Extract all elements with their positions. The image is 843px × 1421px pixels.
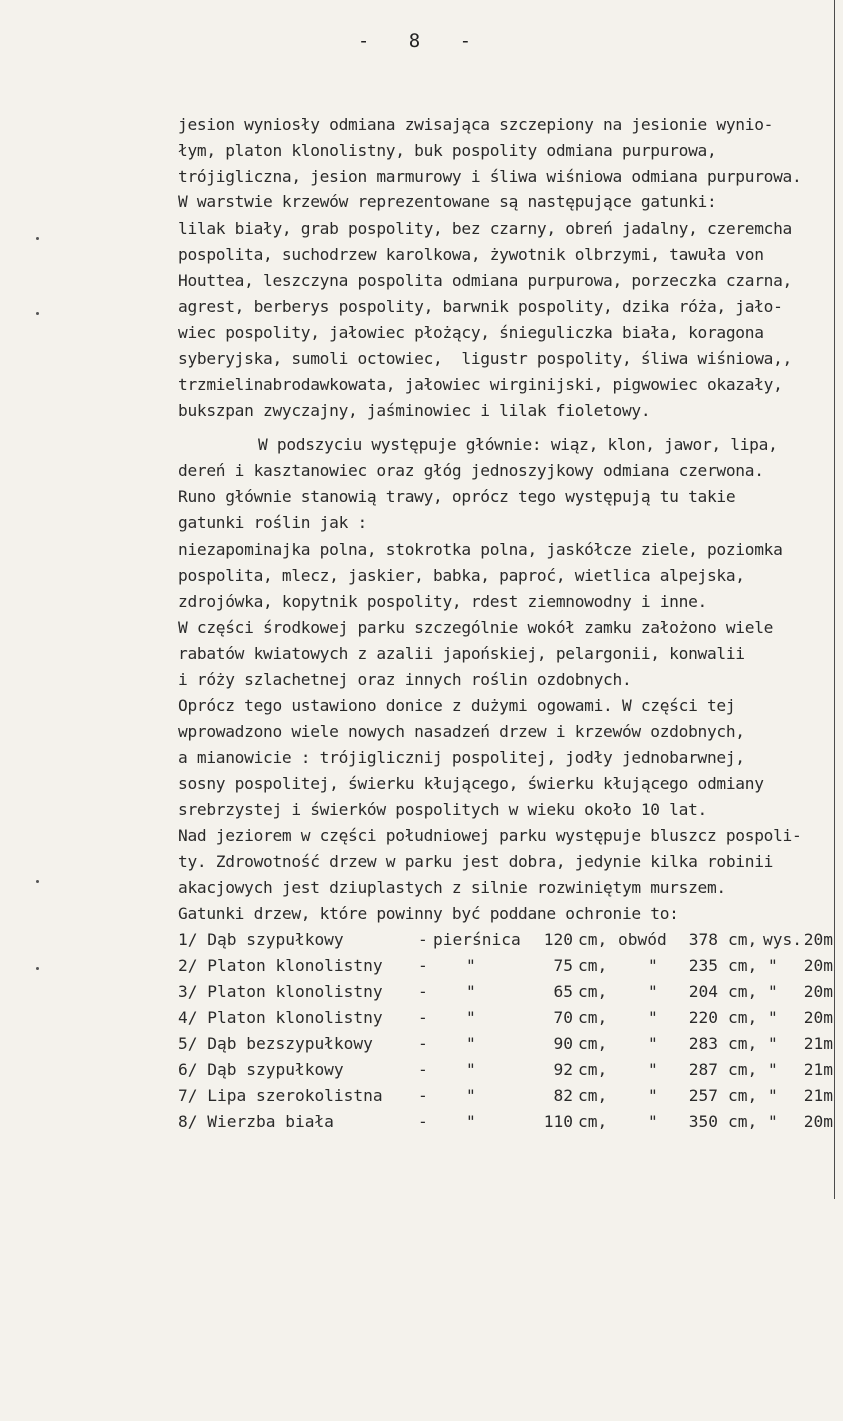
tree-dbh: 70 bbox=[553, 1008, 573, 1027]
tree-name: 2/ Platon klonolistny bbox=[178, 956, 383, 975]
tree-dbh: 120 bbox=[543, 930, 573, 949]
tree-dash: - bbox=[418, 956, 428, 975]
tree-dbh-label: " bbox=[466, 1112, 476, 1131]
tree-name: 7/ Lipa szerokolistna bbox=[178, 1086, 383, 1105]
margin-mark bbox=[36, 237, 39, 240]
text-line: akacjowych jest dziuplastych z silnie rozwiniętym murszem. bbox=[178, 878, 726, 897]
tree-height: 21m bbox=[803, 1086, 833, 1105]
tree-circ: 350 bbox=[688, 1112, 718, 1131]
text-line: niezapominajka polna, stokrotka polna, jaskółcze ziele, poziomka bbox=[178, 540, 783, 559]
tree-height: 21m bbox=[803, 1034, 833, 1053]
tree-dbh: 90 bbox=[553, 1034, 573, 1053]
text-line: syberyjska, sumoli octowiec, ligustr pospolity, śliwa wiśniowa,, bbox=[178, 349, 792, 368]
tree-dash: - bbox=[418, 982, 428, 1001]
tree-dbh: 110 bbox=[543, 1112, 573, 1131]
text-line: wprowadzono wiele nowych nasadzeń drzew i krzewów ozdobnych, bbox=[178, 722, 745, 741]
text-line: wiec pospolity, jałowiec płożący, śnieguliczka biała, koragona bbox=[178, 323, 764, 342]
text-line: W części środkowej parku szczególnie wokół zamku założono wiele bbox=[178, 618, 774, 637]
tree-height-label: " bbox=[768, 1008, 778, 1027]
tree-dbh-label: " bbox=[466, 1034, 476, 1053]
tree-unit: cm, bbox=[578, 1086, 608, 1105]
tree-circ: 283 bbox=[688, 1034, 718, 1053]
tree-name: 1/ Dąb szypułkowy bbox=[178, 930, 344, 949]
text-line: jesion wyniosły odmiana zwisająca szczepiony na jesionie wynio- bbox=[178, 115, 774, 134]
tree-dash: - bbox=[418, 930, 428, 949]
tree-unit: cm, bbox=[578, 982, 608, 1001]
tree-unit: cm, bbox=[578, 1008, 608, 1027]
text-line: pospolita, suchodrzew karolkowa, żywotnik olbrzymi, tawuła von bbox=[178, 245, 764, 264]
tree-circ-label: obwód bbox=[618, 930, 667, 949]
tree-dash: - bbox=[418, 1008, 428, 1027]
tree-height-label: " bbox=[768, 1034, 778, 1053]
page-number: - 8 - bbox=[357, 30, 486, 52]
tree-height-label: " bbox=[768, 1112, 778, 1131]
text-line: bukszpan zwyczajny, jaśminowiec i lilak fioletowy. bbox=[178, 401, 651, 420]
text-line: agrest, berberys pospolity, barwnik pospolity, dzika róża, jało- bbox=[178, 297, 783, 316]
text-line: srebrzystej i świerków pospolitych w wieku około 10 lat. bbox=[178, 800, 707, 819]
tree-unit: cm, bbox=[578, 1034, 608, 1053]
tree-dbh: 82 bbox=[553, 1086, 573, 1105]
tree-name: 6/ Dąb szypułkowy bbox=[178, 1060, 344, 1079]
tree-dbh-label: " bbox=[466, 1086, 476, 1105]
tree-circ: 378 bbox=[688, 930, 718, 949]
tree-height: 20m bbox=[803, 956, 833, 975]
text-line: a mianowicie : trójiglicznij pospolitej, jodły jednobarwnej, bbox=[178, 748, 745, 767]
tree-unit: cm, bbox=[728, 930, 758, 949]
text-line: Houttea, leszczyna pospolita odmiana purpurowa, porzeczka czarna, bbox=[178, 271, 792, 290]
tree-height: 20m bbox=[803, 982, 833, 1001]
tree-dash: - bbox=[418, 1060, 428, 1079]
tree-height-label: wys. bbox=[763, 930, 802, 949]
text-line: łym, platon klonolistny, buk pospolity odmiana purpurowa, bbox=[178, 141, 717, 160]
page-edge bbox=[834, 0, 835, 1199]
text-line: W podszyciu występuje głównie: wiąz, klon, jawor, lipa, bbox=[258, 435, 778, 454]
tree-unit: cm, bbox=[728, 982, 758, 1001]
tree-unit: cm, bbox=[728, 956, 758, 975]
text-line: Runo głównie stanowią trawy, oprócz tego występują tu takie bbox=[178, 487, 736, 506]
tree-dash: - bbox=[418, 1112, 428, 1131]
tree-circ-label: " bbox=[648, 1060, 658, 1079]
tree-circ-label: " bbox=[648, 1086, 658, 1105]
margin-mark bbox=[36, 880, 39, 883]
text-line: W warstwie krzewów reprezentowane są następujące gatunki: bbox=[178, 192, 717, 211]
tree-height: 21m bbox=[803, 1060, 833, 1079]
tree-unit: cm, bbox=[578, 930, 608, 949]
text-line: dereń i kasztanowiec oraz głóg jednoszyjkowy odmiana czerwona. bbox=[178, 461, 764, 480]
text-line: Oprócz tego ustawiono donice z dużymi ogowami. W części tej bbox=[178, 696, 736, 715]
tree-dbh: 92 bbox=[553, 1060, 573, 1079]
tree-dbh-label: " bbox=[466, 956, 476, 975]
tree-name: 8/ Wierzba biała bbox=[178, 1112, 334, 1131]
tree-circ-label: " bbox=[648, 982, 658, 1001]
tree-dbh: 75 bbox=[553, 956, 573, 975]
text-line: Gatunki drzew, które powinny być poddane ochronie to: bbox=[178, 904, 679, 923]
tree-circ: 287 bbox=[688, 1060, 718, 1079]
tree-dash: - bbox=[418, 1086, 428, 1105]
text-line: gatunki roślin jak : bbox=[178, 513, 367, 532]
margin-mark bbox=[36, 312, 39, 315]
tree-unit: cm, bbox=[728, 1086, 758, 1105]
text-line: ty. Zdrowotność drzew w parku jest dobra, jedynie kilka robinii bbox=[178, 852, 774, 871]
tree-height-label: " bbox=[768, 982, 778, 1001]
tree-unit: cm, bbox=[578, 1060, 608, 1079]
tree-circ: 204 bbox=[688, 982, 718, 1001]
text-line: Nad jeziorem w części południowej parku występuje bluszcz pospoli- bbox=[178, 826, 802, 845]
tree-height-label: " bbox=[768, 1086, 778, 1105]
tree-name: 3/ Platon klonolistny bbox=[178, 982, 383, 1001]
tree-row bbox=[178, 1109, 833, 1421]
tree-unit: cm, bbox=[728, 1034, 758, 1053]
tree-circ-label: " bbox=[648, 956, 658, 975]
tree-height: 20m bbox=[803, 1008, 833, 1027]
tree-circ-label: " bbox=[648, 1112, 658, 1131]
tree-circ: 220 bbox=[688, 1008, 718, 1027]
tree-dbh-label: " bbox=[466, 1008, 476, 1027]
text-line: rabatów kwiatowych z azalii japońskiej, pelargonii, konwalii bbox=[178, 644, 745, 663]
text-line: zdrojówka, kopytnik pospolity, rdest ziemnowodny i inne. bbox=[178, 592, 707, 611]
tree-unit: cm, bbox=[578, 1112, 608, 1131]
tree-height-label: " bbox=[768, 956, 778, 975]
tree-height: 20m bbox=[803, 930, 833, 949]
text-line: sosny pospolitej, świerku kłującego, świerku kłującego odmiany bbox=[178, 774, 764, 793]
text-line: i róży szlachetnej oraz innych roślin ozdobnych. bbox=[178, 670, 632, 689]
tree-dbh-label: " bbox=[466, 982, 476, 1001]
tree-height: 20m bbox=[803, 1112, 833, 1131]
tree-name: 5/ Dąb bezszypułkowy bbox=[178, 1034, 373, 1053]
tree-dbh-label: pierśnica bbox=[433, 930, 521, 949]
text-line: trzmielinabrodawkowata, jałowiec wirginijski, pigwowiec okazały, bbox=[178, 375, 783, 394]
text-line: trójigliczna, jesion marmurowy i śliwa wiśniowa odmiana purpurowa. bbox=[178, 167, 802, 186]
margin-mark bbox=[36, 967, 39, 970]
tree-name: 4/ Platon klonolistny bbox=[178, 1008, 383, 1027]
tree-unit: cm, bbox=[728, 1008, 758, 1027]
text-line: pospolita, mlecz, jaskier, babka, paproć, wietlica alpejska, bbox=[178, 566, 745, 585]
tree-unit: cm, bbox=[728, 1060, 758, 1079]
tree-circ: 257 bbox=[688, 1086, 718, 1105]
tree-dbh: 65 bbox=[553, 982, 573, 1001]
tree-unit: cm, bbox=[578, 956, 608, 975]
tree-height-label: " bbox=[768, 1060, 778, 1079]
tree-unit: cm, bbox=[728, 1112, 758, 1131]
tree-circ-label: " bbox=[648, 1034, 658, 1053]
tree-circ: 235 bbox=[688, 956, 718, 975]
text-line: lilak biały, grab pospolity, bez czarny, obreń jadalny, czeremcha bbox=[178, 219, 792, 238]
tree-dash: - bbox=[418, 1034, 428, 1053]
tree-dbh-label: " bbox=[466, 1060, 476, 1079]
tree-circ-label: " bbox=[648, 1008, 658, 1027]
